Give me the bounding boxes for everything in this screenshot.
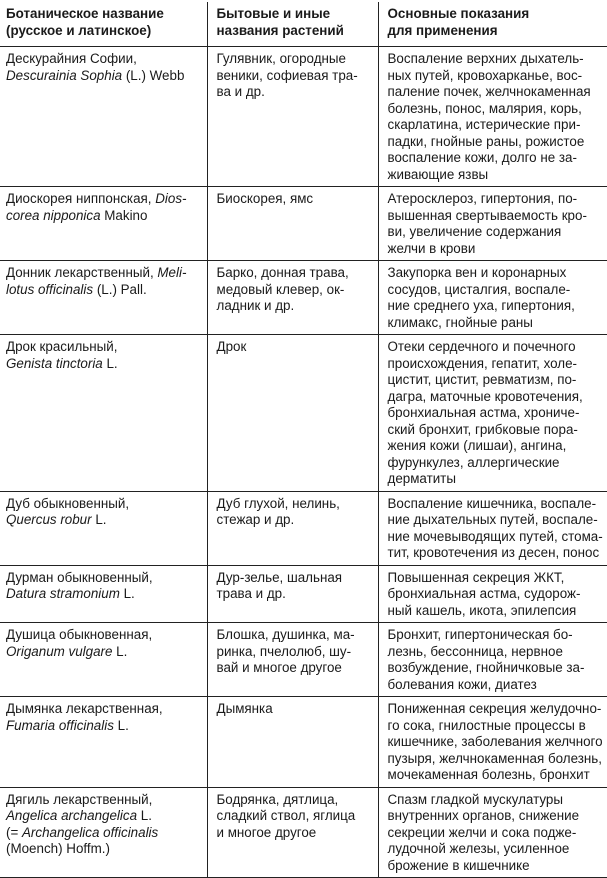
common-name-line: Дуб глухой, нелинь, <box>216 495 340 511</box>
cell-botanical-name <box>0 565 207 623</box>
header-indications: Основные показания для применения <box>378 2 607 47</box>
name-text: (L.) Webb <box>122 67 185 83</box>
common-name-line: медовый клевер, ок- <box>216 281 345 297</box>
table-row <box>0 335 607 492</box>
indication-line: жения кожи (лишаи), ангина, <box>387 438 567 453</box>
indication-line: цистит, цистит, ревматизм, по- <box>387 372 577 387</box>
botanical-name-line <box>6 68 201 85</box>
common-name-line: стежар и др. <box>216 512 295 527</box>
table-row <box>0 187 607 261</box>
indication-line: бронхиальная астма, судорож- <box>387 586 581 601</box>
latin-name-text: lotus officinalis <box>6 281 94 297</box>
botanical-name-line <box>6 841 201 858</box>
indication-line: Атеросклероз, гипертония, по- <box>387 191 578 206</box>
latin-name-text: Genista tinctoria <box>6 355 103 371</box>
indication-line: тит, кровотечения из десен, понос <box>387 545 600 560</box>
indication-line: лудочной железы, усиленное <box>387 841 570 856</box>
indication-line: Бронхит, гипертоническая бо- <box>387 627 573 642</box>
common-name-line: Биоскорея, ямс <box>216 191 314 206</box>
cell-indications <box>378 335 607 492</box>
common-name-line: ринка, пчелолюб, шу- <box>216 643 352 659</box>
indication-line: падки, гнойные раны, рожистое <box>387 133 585 149</box>
indication-line: го сока, гнилостные процессы в <box>387 717 586 733</box>
cell-indications <box>378 491 607 565</box>
cell-botanical-name <box>0 261 207 335</box>
indication-line: бронхиальная астма, хрониче- <box>387 405 580 420</box>
indication-line: ский бронхит, грибковые пора- <box>387 421 578 437</box>
botanical-name-line <box>6 339 201 356</box>
name-text: L. <box>113 717 129 733</box>
cell-common-names <box>207 491 378 565</box>
botanical-name-line <box>6 627 201 644</box>
latin-name-text: Meli- <box>157 265 187 280</box>
latin-name-text: Origanum vulgare <box>6 643 113 659</box>
common-name-line: Блошка, душинка, ма- <box>216 627 355 642</box>
name-text: Диоскорея ниппонская, <box>6 191 156 206</box>
common-name-line: Бодрянка, дятлица, <box>216 791 339 807</box>
botanical-name-line <box>6 191 201 208</box>
latin-name-text: Datura stramonium <box>6 586 120 601</box>
botanical-name-line <box>6 644 201 661</box>
name-text: Дымянка лекарственная, <box>6 701 163 716</box>
table-header-row <box>0 2 607 47</box>
cell-botanical-name <box>0 491 207 565</box>
medicinal-plants-table <box>0 2 607 878</box>
name-text: L. <box>137 808 152 823</box>
indication-line: возбуждение, гнойничковые за- <box>387 660 585 675</box>
header-common-names: Бытовые и иные названия растений <box>207 2 378 47</box>
name-text: L. <box>91 512 107 527</box>
cell-common-names <box>207 565 378 623</box>
name-text: Дягиль лекарственный, <box>6 791 153 807</box>
name-text: (L.) Pall. <box>93 281 147 297</box>
name-text: (= <box>6 824 22 840</box>
cell-indications <box>378 697 607 788</box>
indication-line: кишечнике, заболевания желчного <box>387 734 603 749</box>
indication-line: внутренних органов, снижение <box>387 808 580 823</box>
indication-line: мочекаменная болезнь, бронхит <box>387 767 590 782</box>
common-name-line: веники, софиевая тра- <box>216 67 358 83</box>
cell-common-names <box>207 335 378 492</box>
indication-line: фурункулез, аллергические <box>387 454 560 470</box>
common-name-line: вай и многое другое <box>216 660 342 675</box>
common-name-line: ладник и др. <box>216 298 295 313</box>
common-name-line: Барко, донная трава, <box>216 265 349 280</box>
indication-line: ние среднего уха, гипертония, <box>387 298 575 313</box>
indication-line: Воспаление верхних дыхатель- <box>387 51 584 66</box>
cell-indications <box>378 261 607 335</box>
common-name-line: Дрок <box>216 339 247 354</box>
name-text: Дуб обыкновенный, <box>6 495 130 511</box>
indication-line: ный кашель, икота, эпилепсия <box>387 602 577 618</box>
table-row <box>0 261 607 335</box>
indication-line: болезнь, понос, малярия, корь, <box>387 100 582 116</box>
common-name-line: сладкий ствол, яглица <box>216 808 356 823</box>
indication-line: живающие язвы <box>387 166 489 182</box>
name-text: (Moench) Hoffm.) <box>6 841 110 856</box>
botanical-name-line <box>6 356 201 373</box>
name-text: L. <box>102 355 118 371</box>
common-name-line: трава и др. <box>216 586 286 601</box>
botanical-name-line <box>6 792 201 809</box>
indication-line: ных путей, кровохарканье, вос- <box>387 67 583 83</box>
table-row <box>0 491 607 565</box>
name-text: Дескурайния Софии, <box>6 51 137 66</box>
latin-name-text: Quercus robur <box>6 512 92 527</box>
latin-name-text: Dios- <box>155 191 187 206</box>
indication-line: происхождения, гепатит, холе- <box>387 355 578 371</box>
indication-line: Повышенная секреция ЖКТ, <box>387 569 565 585</box>
common-name-line: Гулявник, огородные <box>216 51 346 66</box>
latin-name-text: Archangelica officinalis <box>22 824 159 840</box>
botanical-name-line <box>6 586 201 603</box>
indication-line: дерматиты <box>387 471 456 486</box>
table-row <box>0 697 607 788</box>
indication-line: Спазм гладкой мускулатуры <box>387 791 563 807</box>
cell-indications <box>378 565 607 623</box>
common-name-line: и многое другое <box>216 824 317 840</box>
botanical-name-line <box>6 208 201 225</box>
indication-line: воспаление кожи, долго не за- <box>387 150 577 165</box>
indication-line: ви, увеличение содержания <box>387 224 562 239</box>
latin-name-text: Fumaria officinalis <box>6 717 114 733</box>
indication-line: Отеки сердечного и почечного <box>387 339 576 354</box>
cell-common-names <box>207 697 378 788</box>
indication-line: скарлатина, истерические при- <box>387 117 581 132</box>
botanical-name-line <box>6 51 201 68</box>
indication-line: Пониженная секреция желудочно- <box>387 701 602 716</box>
cell-indications <box>378 623 607 697</box>
table-row <box>0 623 607 697</box>
indication-line: брожение в кишечнике <box>387 857 530 873</box>
indication-line: Закупорка вен и коронарных <box>387 265 567 280</box>
botanical-name-line <box>6 825 201 842</box>
indication-line: ние мочевыводящих путей, стома- <box>387 528 603 544</box>
name-text: Донник лекарственный, <box>6 265 158 280</box>
name-text: Дрок красильный, <box>6 339 118 354</box>
cell-common-names <box>207 261 378 335</box>
cell-botanical-name <box>0 187 207 261</box>
indication-line: секреции желчи и сока подже- <box>387 824 577 840</box>
common-name-line: ва и др. <box>216 84 265 99</box>
botanical-name-line <box>6 512 201 529</box>
indication-line: сосудов, цисталгия, воспале- <box>387 281 571 297</box>
name-text: Душица обыкновенная, <box>6 627 153 642</box>
cell-botanical-name <box>0 335 207 492</box>
name-text: L. <box>112 643 128 659</box>
cell-botanical-name <box>0 47 207 187</box>
indication-line: желчи в крови <box>387 240 476 256</box>
botanical-name-line <box>6 701 201 718</box>
latin-name-text: Descurainia Sophia <box>6 67 123 83</box>
latin-name-text: corea nipponica <box>6 207 101 223</box>
botanical-name-line <box>6 496 201 513</box>
cell-common-names <box>207 187 378 261</box>
table-row <box>0 787 607 878</box>
header-botanical-name: Ботаническое название (русское и латинское) <box>0 2 207 47</box>
indication-line: лезнь, бессонница, нервное <box>387 643 563 659</box>
cell-botanical-name <box>0 697 207 788</box>
name-text: L. <box>119 586 135 601</box>
indication-line: Воспаление кишечника, воспале- <box>387 495 597 511</box>
cell-indications <box>378 187 607 261</box>
name-text: Дурман обыкновенный, <box>6 569 153 585</box>
indication-line: пузыря, желчнокаменная болезнь, <box>387 750 602 766</box>
botanical-name-line <box>6 570 201 587</box>
common-name-line: Дур-зелье, шальная <box>216 569 343 585</box>
botanical-name-line <box>6 718 201 735</box>
botanical-name-line <box>6 282 201 299</box>
indication-line: дагра, маточные кровотечения, <box>387 388 583 404</box>
latin-name-text: Angelica archangelica <box>6 808 138 823</box>
indication-line: паление почек, желчнокаменная <box>387 84 591 99</box>
indication-line: болевания кожи, диатез <box>387 676 537 692</box>
botanical-name-line <box>6 808 201 825</box>
cell-botanical-name <box>0 787 207 878</box>
botanical-name-line <box>6 265 201 282</box>
common-name-line: Дымянка <box>216 701 273 716</box>
cell-common-names <box>207 623 378 697</box>
name-text: Makino <box>100 207 148 223</box>
cell-common-names <box>207 787 378 878</box>
table-body <box>0 47 607 878</box>
cell-indications <box>378 787 607 878</box>
indication-line: вышенная свертываемость кро- <box>387 207 587 223</box>
indication-line: климакс, гнойные раны <box>387 314 533 330</box>
table-row <box>0 47 607 187</box>
cell-indications <box>378 47 607 187</box>
table-row <box>0 565 607 623</box>
cell-botanical-name <box>0 623 207 697</box>
indication-line: ние дыхательных путей, воспале- <box>387 512 598 527</box>
cell-common-names <box>207 47 378 187</box>
